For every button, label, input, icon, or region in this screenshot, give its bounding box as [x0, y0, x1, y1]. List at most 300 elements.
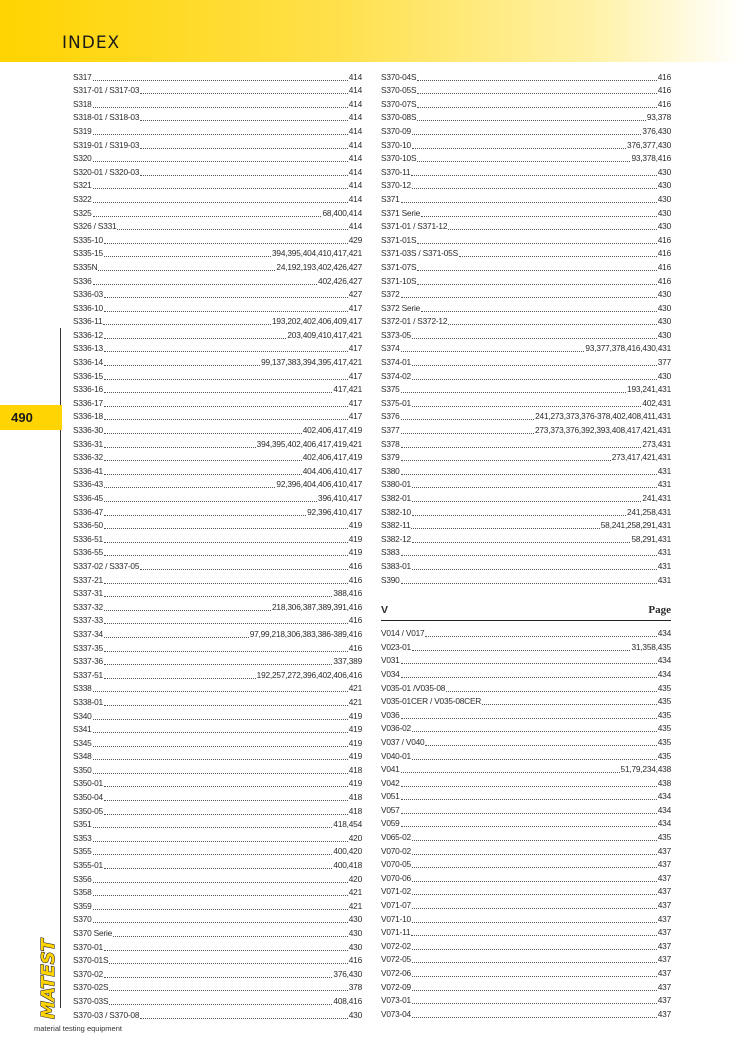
index-entry	[381, 206, 671, 220]
index-entry	[381, 505, 671, 519]
page-references: 417	[348, 411, 362, 422]
page-references: 418	[348, 764, 362, 775]
dot-leader	[412, 759, 657, 760]
index-entry	[73, 668, 362, 682]
index-entry	[381, 165, 671, 179]
product-code: S345	[73, 737, 92, 748]
page-references: 438	[657, 777, 671, 788]
page-references: 430	[348, 1009, 362, 1020]
index-entry	[381, 966, 671, 980]
product-code: S337-31	[73, 588, 103, 599]
dot-leader	[93, 161, 348, 162]
product-code: V071-11	[381, 927, 411, 938]
index-entry	[73, 519, 362, 533]
dot-leader	[93, 895, 348, 896]
page-references: 376,430	[642, 125, 671, 136]
index-entry	[381, 844, 671, 858]
page-references: 437	[657, 872, 671, 883]
dot-leader	[401, 474, 657, 475]
page-references: 417	[348, 302, 362, 313]
dot-leader	[93, 188, 348, 189]
product-code: S370-10S	[381, 153, 417, 164]
page-references: 430	[657, 207, 671, 218]
page-references: 416	[657, 234, 671, 245]
dot-leader	[417, 107, 656, 108]
product-code: V071-07	[381, 900, 411, 911]
dot-leader	[104, 555, 348, 556]
page-references: 414	[348, 112, 362, 123]
dot-leader	[104, 515, 306, 516]
product-code: S320	[73, 153, 92, 164]
index-entry	[381, 953, 671, 967]
page-references: 93,378	[646, 112, 671, 123]
dot-leader	[417, 93, 656, 94]
dot-leader	[104, 623, 348, 624]
page-references: 419	[348, 710, 362, 721]
page-references: 416	[657, 71, 671, 82]
product-code: V037 / V040	[381, 736, 425, 747]
page-references: 437	[657, 886, 671, 897]
page-references: 430	[348, 914, 362, 925]
dot-leader	[93, 107, 348, 108]
page-references: 437	[657, 968, 671, 978]
product-code: S370-02S	[73, 982, 109, 993]
dot-leader	[448, 229, 656, 230]
page-references: 431	[657, 465, 671, 476]
dot-leader	[93, 216, 322, 217]
product-code: S370-05S	[381, 85, 417, 96]
dot-leader	[412, 379, 657, 380]
product-code: S355	[73, 846, 92, 857]
dot-leader	[412, 650, 631, 651]
index-entry	[73, 260, 362, 274]
product-code: S336-12	[73, 329, 103, 340]
product-code: V023-01	[381, 641, 411, 652]
dot-leader	[93, 922, 348, 923]
index-entry	[381, 980, 671, 994]
index-entry	[381, 817, 671, 831]
index-entry	[381, 573, 671, 587]
product-code: S336-03	[73, 289, 103, 300]
product-code: S337-34	[73, 628, 103, 639]
page-references: 434	[657, 791, 671, 802]
product-code: S371-01 / S371-12	[381, 221, 448, 232]
dot-leader	[104, 583, 348, 584]
dot-leader	[412, 976, 657, 977]
index-entry	[381, 898, 671, 912]
dot-leader	[104, 977, 332, 978]
dot-leader	[401, 433, 534, 434]
index-entry	[381, 315, 671, 329]
page-references: 435	[657, 736, 671, 747]
product-code: S325	[73, 207, 92, 218]
page-references: 414	[348, 125, 362, 136]
page-references: 437	[657, 913, 671, 924]
index-entry	[381, 355, 671, 369]
dot-leader	[412, 148, 626, 149]
index-entry	[73, 152, 362, 166]
product-code: S372	[381, 289, 400, 300]
page-references: 58,291,431	[631, 533, 671, 544]
product-code: S372 Serie	[381, 302, 421, 313]
dot-leader	[104, 868, 332, 869]
page-references: 414	[348, 85, 362, 96]
dot-leader	[104, 651, 348, 652]
page-references: 437	[657, 940, 671, 951]
dot-leader	[104, 311, 348, 312]
index-entry	[73, 206, 362, 220]
index-entry	[73, 124, 362, 138]
page-references: 421	[348, 696, 362, 707]
dot-leader	[93, 841, 348, 842]
product-code: S335N	[73, 261, 98, 272]
index-entry	[73, 192, 362, 206]
dot-leader	[412, 188, 657, 189]
index-entry	[381, 1007, 671, 1021]
index-entry	[381, 790, 671, 804]
dot-leader	[412, 840, 657, 841]
dot-leader	[482, 704, 657, 705]
index-entry	[73, 831, 362, 845]
product-code: S370-03 / S370-08	[73, 1009, 140, 1020]
page-references: 421	[348, 683, 362, 694]
product-code: S370-10	[381, 139, 411, 150]
page-references: 241,273,373,376-378,402,408,411,431	[535, 411, 671, 422]
index-entry	[381, 288, 671, 302]
dot-leader	[104, 460, 302, 461]
page-references: 93,378,416	[631, 153, 671, 164]
product-code: S336-43	[73, 479, 103, 490]
dot-leader	[412, 908, 657, 909]
product-code: V065-02	[381, 832, 411, 843]
dot-leader	[93, 773, 348, 774]
index-entry	[381, 830, 671, 844]
dot-leader	[401, 555, 657, 556]
page-references: 435	[657, 723, 671, 734]
product-code: S348	[73, 751, 92, 762]
page-references: 437	[657, 995, 671, 1006]
page-references: 402,426,427	[318, 275, 362, 286]
product-code: S379	[381, 452, 400, 463]
product-code: S338-01	[73, 696, 103, 707]
page-references: 419	[348, 520, 362, 531]
product-code: V014 / V017	[381, 628, 425, 639]
index-entry	[381, 152, 671, 166]
product-code: S317-01 / S317-03	[73, 85, 140, 96]
index-entry	[73, 505, 362, 519]
index-entry	[381, 695, 671, 709]
index-entry	[381, 437, 671, 451]
page-references: 193,241,431	[627, 384, 671, 395]
product-code: S351	[73, 819, 92, 830]
index-entry	[73, 301, 362, 315]
page-references: 414	[348, 166, 362, 177]
dot-leader	[104, 447, 256, 448]
index-entry	[73, 627, 362, 641]
index-entry	[381, 70, 671, 84]
page-references: 51,79,234,438	[620, 764, 671, 775]
page-references: 418	[348, 792, 362, 803]
page-references: 434	[657, 628, 671, 639]
product-code: S383-01	[381, 560, 411, 571]
page-references: 434	[657, 668, 671, 679]
page-references: 99,137,383,394,395,417,421	[261, 357, 362, 368]
index-entry	[73, 97, 362, 111]
index-entry	[381, 708, 671, 722]
dot-leader	[421, 216, 657, 217]
dot-leader	[401, 460, 611, 461]
index-entry	[381, 328, 671, 342]
index-list-s-continued	[381, 70, 671, 587]
product-code: S382-10	[381, 506, 411, 517]
dot-leader	[401, 447, 642, 448]
product-code: S380	[381, 465, 400, 476]
page-references: 416	[657, 98, 671, 109]
dot-leader	[412, 338, 657, 339]
page-references: 419	[348, 778, 362, 789]
dot-leader	[104, 786, 348, 787]
index-entry	[381, 776, 671, 790]
index-column-left	[73, 70, 362, 1022]
page-references: 273,417,421,431	[611, 452, 671, 463]
dot-leader	[412, 569, 657, 570]
dot-leader	[104, 542, 348, 543]
product-code: S336-15	[73, 370, 103, 381]
dot-leader	[417, 80, 656, 81]
product-code: V070-02	[381, 845, 411, 856]
product-code: V036	[381, 709, 400, 720]
product-code: S336-55	[73, 547, 103, 558]
dot-leader	[412, 542, 631, 543]
product-code: S370-09	[381, 125, 411, 136]
dot-leader	[104, 433, 302, 434]
product-code: S382-11	[381, 520, 411, 531]
page-references: 434	[657, 655, 671, 666]
dot-leader	[93, 691, 348, 692]
page-references: 417	[348, 343, 362, 354]
dot-leader	[93, 202, 348, 203]
index-entry	[381, 410, 671, 424]
product-code: S390	[381, 574, 400, 585]
dot-leader	[103, 324, 271, 325]
page-title: INDEX	[62, 33, 121, 53]
page-references: 414	[348, 139, 362, 150]
page-references: 414	[348, 98, 362, 109]
product-code: S376	[381, 411, 400, 422]
index-entry	[381, 342, 671, 356]
page-references: 241,431	[642, 493, 671, 503]
product-code: S382-12	[381, 533, 411, 544]
dot-leader	[411, 528, 599, 529]
page-references: 376,377,430	[627, 139, 671, 150]
index-entry	[73, 437, 362, 451]
index-entry	[381, 803, 671, 817]
dot-leader	[104, 596, 332, 597]
index-entry	[73, 886, 362, 900]
page-references: 430	[657, 180, 671, 191]
page-references: 394,395,402,406,417,419,421	[256, 438, 362, 449]
dot-leader	[425, 636, 656, 637]
dot-leader	[93, 80, 348, 81]
dot-leader	[104, 392, 332, 393]
page-references: 435	[657, 832, 671, 843]
page-references: 337,389	[333, 656, 362, 667]
dot-leader	[140, 175, 347, 176]
page-references: 396,410,417	[318, 493, 362, 503]
dot-leader	[412, 1017, 657, 1018]
page-references: 430	[657, 166, 671, 177]
product-code: S341	[73, 724, 92, 735]
product-code: S350-04	[73, 792, 103, 803]
product-code: S336-45	[73, 493, 103, 503]
page-references: 417,421	[333, 384, 362, 395]
product-code: V071-10	[381, 913, 411, 924]
page-references: 430	[657, 370, 671, 381]
index-entry	[381, 138, 671, 152]
page-references: 68,400,414	[322, 207, 362, 218]
page-references: 402,431	[642, 397, 671, 408]
index-entry	[73, 396, 362, 410]
product-code: S321	[73, 180, 92, 191]
page-references: 417	[348, 370, 362, 381]
page-references: 377	[657, 357, 671, 368]
dot-leader	[412, 365, 657, 366]
index-entry	[381, 559, 671, 573]
page-references: 376,430	[333, 968, 362, 979]
dot-leader	[401, 772, 620, 773]
page-references: 97,99,218,306,383,386-389,416	[249, 628, 362, 639]
page-references: 218,306,387,389,391,416	[272, 601, 362, 612]
page-references: 437	[657, 954, 671, 965]
product-code: V073-01	[381, 995, 411, 1006]
dot-leader	[93, 827, 333, 828]
index-entry	[381, 423, 671, 437]
dot-leader	[401, 677, 657, 678]
index-entry	[381, 763, 671, 777]
index-entry	[73, 655, 362, 669]
page-references: 414	[348, 71, 362, 82]
dot-leader	[93, 854, 333, 855]
matest-logo-icon	[34, 925, 60, 1020]
product-code: S371-07S	[381, 261, 417, 272]
index-entry	[73, 899, 362, 913]
index-entry	[73, 342, 362, 356]
page-references: 435	[657, 696, 671, 707]
product-code: S383	[381, 547, 400, 558]
index-entry	[73, 790, 362, 804]
index-entry	[381, 627, 671, 641]
product-code: S350	[73, 764, 92, 775]
index-entry	[381, 654, 671, 668]
dot-leader	[104, 487, 275, 488]
dot-leader	[412, 501, 641, 502]
product-code: S318-01 / S318-03	[73, 112, 140, 123]
index-entry	[381, 478, 671, 492]
matest-logo	[34, 925, 60, 1020]
dot-leader	[459, 256, 657, 257]
index-entry	[73, 641, 362, 655]
page-references: 431	[657, 574, 671, 585]
product-code: S371-10S	[381, 275, 417, 286]
dot-leader	[104, 637, 249, 638]
dot-leader	[401, 786, 657, 787]
dot-leader	[104, 950, 348, 951]
dot-leader	[417, 243, 656, 244]
dot-leader	[104, 800, 348, 801]
product-code: V071-02	[381, 886, 411, 897]
product-code: V040-01	[381, 750, 411, 761]
index-entry	[73, 70, 362, 84]
dot-leader	[412, 962, 657, 963]
product-code: S359	[73, 900, 92, 911]
page-references: 435	[657, 709, 671, 720]
dot-leader	[401, 297, 657, 298]
index-entry	[73, 328, 362, 342]
dot-leader	[446, 691, 657, 692]
product-code: S336-10	[73, 302, 103, 313]
index-entry	[73, 913, 362, 927]
index-entry	[381, 749, 671, 763]
index-entry	[73, 233, 362, 247]
page-references: 416	[348, 560, 362, 571]
product-code: S380-01	[381, 479, 411, 490]
product-code: S353	[73, 832, 92, 843]
index-entry	[73, 763, 362, 777]
dot-leader	[412, 487, 657, 488]
page-references: 421	[348, 900, 362, 911]
product-code: S336-11	[73, 316, 103, 327]
product-code: S336-32	[73, 452, 103, 463]
page-references: 31,358,435	[631, 641, 671, 652]
index-column-right	[381, 70, 671, 1021]
dot-leader	[401, 419, 535, 420]
index-entry	[381, 994, 671, 1008]
dot-leader	[417, 284, 656, 285]
index-entry	[73, 954, 362, 968]
product-code: S350-01	[73, 778, 103, 789]
index-list-v	[381, 627, 671, 1021]
dot-leader	[412, 894, 657, 895]
dot-leader	[104, 419, 348, 420]
dot-leader	[140, 569, 347, 570]
product-code: S322	[73, 193, 92, 204]
page-references: 437	[657, 845, 671, 856]
index-entry	[73, 682, 362, 696]
dot-leader	[93, 732, 348, 733]
product-code: S370	[73, 914, 92, 925]
index-entry	[381, 97, 671, 111]
product-code: V031	[381, 655, 400, 666]
dot-leader	[411, 175, 656, 176]
index-entry	[73, 383, 362, 397]
index-entry	[381, 84, 671, 98]
page-references: 192,257,272,396,402,406,416	[256, 669, 362, 680]
page-references: 430	[657, 302, 671, 313]
index-entry	[73, 546, 362, 560]
product-code: S374	[381, 343, 400, 354]
product-code: V072-05	[381, 954, 411, 965]
product-code: S370-04S	[381, 71, 417, 82]
page-references: 430	[657, 193, 671, 204]
dot-leader	[109, 963, 347, 964]
index-entry	[73, 818, 362, 832]
product-code: V057	[381, 804, 400, 815]
page-references: 430	[348, 941, 362, 952]
page-references: 430	[657, 316, 671, 327]
index-entry	[73, 464, 362, 478]
dot-leader	[140, 148, 347, 149]
index-entry	[381, 179, 671, 193]
